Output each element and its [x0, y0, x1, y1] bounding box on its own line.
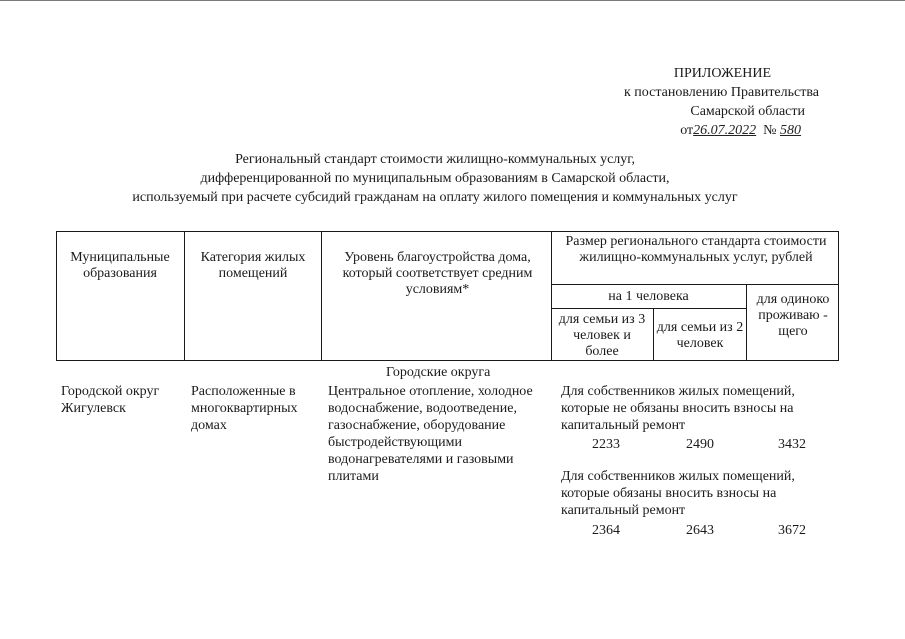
- divider: [746, 284, 747, 361]
- title-line-2: дифференцированной по муниципальным образованиям в Самарской области,: [200, 171, 670, 186]
- from-label: от: [680, 123, 694, 138]
- appendix-date-number-line: [624, 121, 819, 140]
- divider: [551, 231, 552, 361]
- header-family-3: для семьи из 3 человек и более: [558, 312, 646, 359]
- header-level: Уровень благоустройства дома, который соответствует средним условиям*: [342, 250, 533, 297]
- row-category: Расположенные в многоквартирных домах: [191, 384, 298, 433]
- header-per-person: на 1 человека: [608, 289, 689, 304]
- divider: [184, 231, 185, 361]
- document-title: [90, 150, 780, 207]
- appendix-resolution-line: к постановлению Правительства: [623, 85, 819, 100]
- header-municipal: Муниципальные образования: [70, 250, 170, 281]
- group-1-value-family3: 2233: [592, 437, 620, 452]
- handwritten-date: 26.07.2022: [693, 123, 757, 138]
- group-2-value-single: 3672: [778, 523, 806, 538]
- group-2-value-family2: 2643: [686, 523, 714, 538]
- header-size: Размер регионального стандарта стоимости жилищно-коммунальных услуг, рублей: [565, 234, 827, 265]
- title-line-3: используемый при расчете субсидий гражданам на оплату жилого помещения и коммунальных услуг: [132, 190, 738, 205]
- number-label: №: [763, 123, 777, 138]
- divider: [653, 308, 654, 361]
- header-category: Категория жилых помещений: [200, 250, 306, 281]
- handwritten-number: 580: [780, 123, 801, 138]
- row-level: Центральное отопление, холодное водоснабжение, водоотведение, газоснабжение, оборудование быстродействующими водонагревателями и газовыми плитами: [328, 384, 533, 484]
- title-line-1: Региональный стандарт стоимости жилищно-коммунальных услуг,: [235, 152, 635, 167]
- scan-edge-line: [0, 0, 905, 1]
- header-family-2: для семьи из 2 человек: [656, 320, 744, 351]
- group-2-value-family3: 2364: [592, 523, 620, 538]
- appendix-block: [624, 64, 819, 140]
- divider: [551, 284, 839, 285]
- header-single: для одиноко проживаю - щего: [756, 292, 830, 339]
- group-1-label: Для собственников жилых помещений, которые не обязаны вносить взносы на капитальный ремонт: [561, 384, 795, 433]
- appendix-heading: ПРИЛОЖЕНИЕ: [673, 66, 771, 81]
- group-2-label: Для собственников жилых помещений, которые обязаны вносить взносы на капитальный ремонт: [561, 469, 795, 518]
- group-1-value-single: 3432: [778, 437, 806, 452]
- group-1-value-family2: 2490: [686, 437, 714, 452]
- section-label: Городские округа: [386, 365, 491, 380]
- row-municipal: Городской округ Жигулевск: [61, 384, 160, 416]
- divider: [321, 231, 322, 361]
- appendix-region-line: Самарской области: [690, 104, 805, 119]
- divider: [551, 308, 746, 309]
